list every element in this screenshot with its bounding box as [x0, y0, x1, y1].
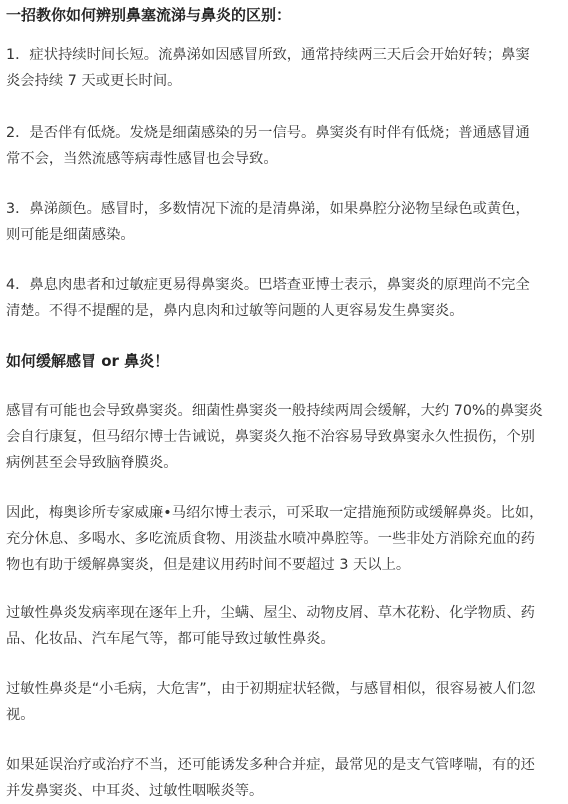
text-line: 4．鼻息肉患者和过敏症更易得鼻窦炎。巴塔查亚博士表示，鼻窦炎的原理尚不完全: [6, 277, 530, 293]
text-line: 炎会持续 7 天或更长时间。: [6, 73, 182, 89]
text-line: 2．是否伴有低烧。发烧是细菌感染的另一信号。鼻窦炎有时伴有低烧；普通感冒通: [6, 125, 530, 141]
text-line: 3．鼻涕颜色。感冒时，多数情况下流的是清鼻涕，如果鼻腔分泌物呈绿色或黄色，: [6, 201, 530, 217]
text-line: 则可能是细菌感染。: [6, 227, 135, 243]
paragraph-5: [6, 752, 562, 804]
text-line: 会自行康复，但马绍尔博士告诫说，鼻窦炎久拖不治容易导致鼻窦永久性损伤，个别: [6, 429, 535, 445]
paragraph-3: [6, 600, 562, 652]
text-line: 病例甚至会导致脑脊膜炎。: [6, 455, 178, 471]
point-3: [6, 196, 562, 248]
text-line: 并发鼻窦炎、中耳炎、过敏性咽喉炎等。: [6, 783, 264, 799]
text-line: 1．症状持续时间长短。流鼻涕如因感冒所致，通常持续两三天后会开始好转；鼻窦: [6, 47, 530, 63]
text-line: 感冒有可能也会导致鼻窦炎。细菌性鼻窦炎一般持续两周会缓解，大约 70%的鼻窦炎: [6, 403, 543, 419]
paragraph-4: [6, 676, 562, 728]
point-4: [6, 272, 562, 324]
point-1: [6, 42, 562, 94]
paragraph-1: [6, 398, 562, 476]
text-line: 清楚。不得不提醒的是，鼻内息肉和过敏等问题的人更容易发生鼻窦炎。: [6, 303, 464, 319]
text-line: 因此，梅奥诊所专家威廉•马绍尔博士表示，可采取一定措施预防或缓解鼻炎。比如，: [6, 505, 544, 521]
text-line: 过敏性鼻炎是“小毛病，大危害”，由于初期症状轻微，与感冒相似，很容易被人们忽: [6, 681, 536, 697]
text-line: 如果延误治疗或治疗不当，还可能诱发多种合并症，最常见的是支气管哮喘，有的还: [6, 757, 535, 773]
text-line: 过敏性鼻炎发病率现在逐年上升，尘螨、屋尘、动物皮屑、草木花粉、化学物质、药: [6, 605, 535, 621]
text-line: 常不会，当然流感等病毒性感冒也会导致。: [6, 151, 278, 167]
point-2: [6, 120, 562, 172]
text-line: 品、化妆品、汽车尾气等，都可能导致过敏性鼻炎。: [6, 631, 335, 647]
text-line: 视。: [6, 707, 35, 723]
text-line: 物也有助于缓解鼻窦炎，但是建议用药时间不要超过 3 天以上。: [6, 557, 411, 573]
paragraph-2: [6, 500, 562, 578]
article-title: 一招教你如何辨别鼻塞流涕与鼻炎的区别：: [6, 6, 292, 24]
section-subtitle: 如何缓解感冒 or 鼻炎！: [6, 352, 170, 370]
text-line: 充分休息、多喝水、多吃流质食物、用淡盐水喷冲鼻腔等。一些非处方消除充血的药: [6, 531, 535, 547]
